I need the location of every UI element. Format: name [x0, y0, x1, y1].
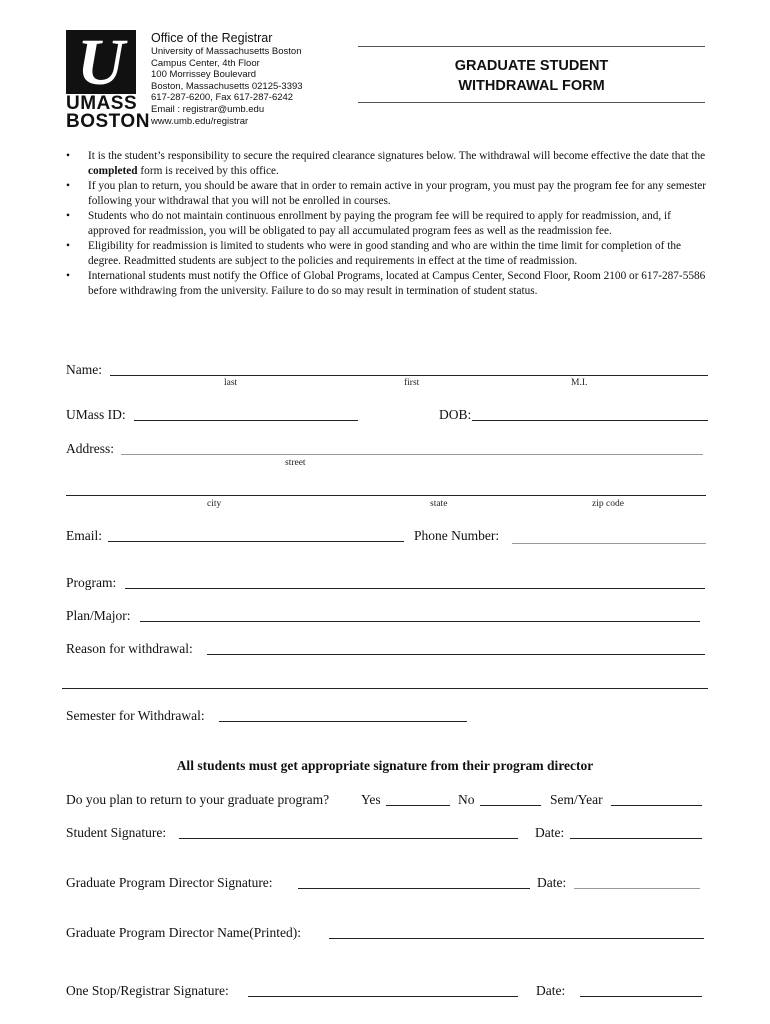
registrar-signature-label: One Stop/Registrar Signature:: [66, 983, 229, 998]
name-mi-caption: M.I.: [571, 378, 588, 388]
plan-major-label: Plan/Major:: [66, 608, 131, 623]
registrar-date-field[interactable]: [580, 996, 702, 997]
instruction-item: • It is the student’s responsibility to secure the required clearance signatures below. The withdrawal will become effective the date that the completed form is received by this office.: [66, 150, 706, 177]
zip-caption: zip code: [592, 499, 624, 509]
sem-year-field[interactable]: [611, 805, 702, 806]
office-street: 100 Morrissey Boulevard: [151, 69, 257, 81]
form-title-line1: GRADUATE STUDENT: [454, 58, 609, 74]
umass-logo-mark: [66, 30, 136, 94]
phone-label: Phone Number:: [414, 528, 500, 543]
program-field[interactable]: [125, 588, 705, 589]
email-field[interactable]: [108, 541, 404, 542]
semester-label: Semester for Withdrawal:: [66, 708, 205, 723]
director-date-label: Date:: [537, 875, 567, 890]
dob-field[interactable]: [472, 420, 708, 421]
return-question: Do you plan to return to your graduate program?: [66, 792, 330, 807]
semester-field[interactable]: [219, 721, 467, 722]
office-email: Email : registrar@umb.edu: [151, 103, 265, 115]
registrar-signature-field[interactable]: [248, 996, 518, 997]
bullet-icon: •: [66, 180, 70, 192]
office-contact-block: [151, 46, 303, 127]
student-date-label: Date:: [535, 825, 565, 840]
yes-label: Yes: [361, 792, 381, 807]
director-date-field[interactable]: [574, 888, 700, 889]
reason-label: Reason for withdrawal:: [66, 641, 193, 656]
office-location: Campus Center, 4th Floor: [151, 57, 260, 69]
office-title: Office of the Registrar: [151, 31, 273, 45]
name-first-caption: first: [404, 378, 420, 388]
yes-field[interactable]: [386, 805, 450, 806]
office-phone-fax: 617-287-6200, Fax 617-287-6242: [151, 92, 294, 104]
address-city-state-zip-field[interactable]: [66, 495, 706, 496]
umass-id-label: UMass ID:: [66, 407, 126, 422]
logo-letter: U: [77, 30, 125, 94]
form-title-line2: WITHDRAWAL FORM: [458, 78, 605, 94]
bullet-icon: •: [66, 150, 70, 162]
street-caption: street: [285, 458, 306, 468]
director-signature-field[interactable]: [298, 888, 530, 889]
program-label: Program:: [66, 575, 117, 590]
no-label: No: [458, 792, 475, 807]
bullet-icon: •: [66, 270, 70, 282]
student-date-field[interactable]: [570, 838, 702, 839]
bullet-icon: •: [66, 240, 70, 252]
form-title: [358, 56, 705, 96]
instruction-item: • International students must notify the Office of Global Programs, located at Campus Center, Second Floor, Room 2100 or 617-287-5586 before withdrawing from the university. Failure to do so may result in termination of student status.: [66, 270, 706, 297]
plan-major-field[interactable]: [140, 621, 700, 622]
dob-label: DOB:: [439, 407, 472, 422]
director-signature-notice: All students must get appropriate signature from their program director: [176, 758, 594, 773]
office-website: www.umb.edu/registrar: [151, 115, 249, 127]
sem-year-label: Sem/Year: [550, 792, 603, 807]
city-caption: city: [207, 499, 222, 509]
office-city: Boston, Massachusetts 02125-3393: [151, 80, 303, 92]
student-signature-field[interactable]: [179, 838, 518, 839]
umass-id-field[interactable]: [134, 420, 358, 421]
logo-wordmark-boston: BOSTON: [66, 111, 150, 132]
office-university: University of Massachusetts Boston: [151, 46, 302, 57]
reason-field[interactable]: [207, 654, 705, 655]
reason-field-line2[interactable]: [62, 688, 708, 689]
no-field[interactable]: [480, 805, 541, 806]
director-signature-label: Graduate Program Director Signature:: [66, 875, 273, 890]
logo-wordmark-umass: UMASS: [66, 93, 138, 114]
name-label: Name:: [66, 362, 102, 377]
state-caption: state: [430, 499, 448, 509]
director-name-field[interactable]: [329, 938, 704, 939]
instruction-item: • Eligibility for readmission is limited to students who were in good standing and who are within the time limit for completion of the degree. Readmitted students are subject to the policies and requirements in effect at the time of readmission.: [66, 240, 681, 267]
title-rule-bottom: [358, 102, 705, 103]
instruction-item: • If you plan to return, you should be aware that in order to remain active in your program, you must pay the program fee for any semester following your withdrawal that you will not be enrolled in courses.: [66, 180, 706, 207]
phone-field[interactable]: [512, 543, 706, 544]
address-label: Address:: [66, 441, 114, 456]
email-label: Email:: [66, 528, 102, 543]
name-last-caption: last: [224, 378, 238, 388]
address-street-field[interactable]: [121, 454, 703, 455]
student-signature-label: Student Signature:: [66, 825, 167, 840]
registrar-date-label: Date:: [536, 983, 566, 998]
instruction-item: • Students who do not maintain continuous enrollment by paying the program fee will be required to apply for readmission, and, if approved for readmission, you will be obligated to pay all accumulated program fees as well as the readmission fee.: [66, 210, 671, 237]
title-rule-top: [358, 46, 705, 47]
name-field[interactable]: [110, 375, 708, 376]
director-name-label: Graduate Program Director Name(Printed):: [66, 925, 302, 940]
instructions-list: [66, 149, 706, 299]
bullet-icon: •: [66, 210, 70, 222]
